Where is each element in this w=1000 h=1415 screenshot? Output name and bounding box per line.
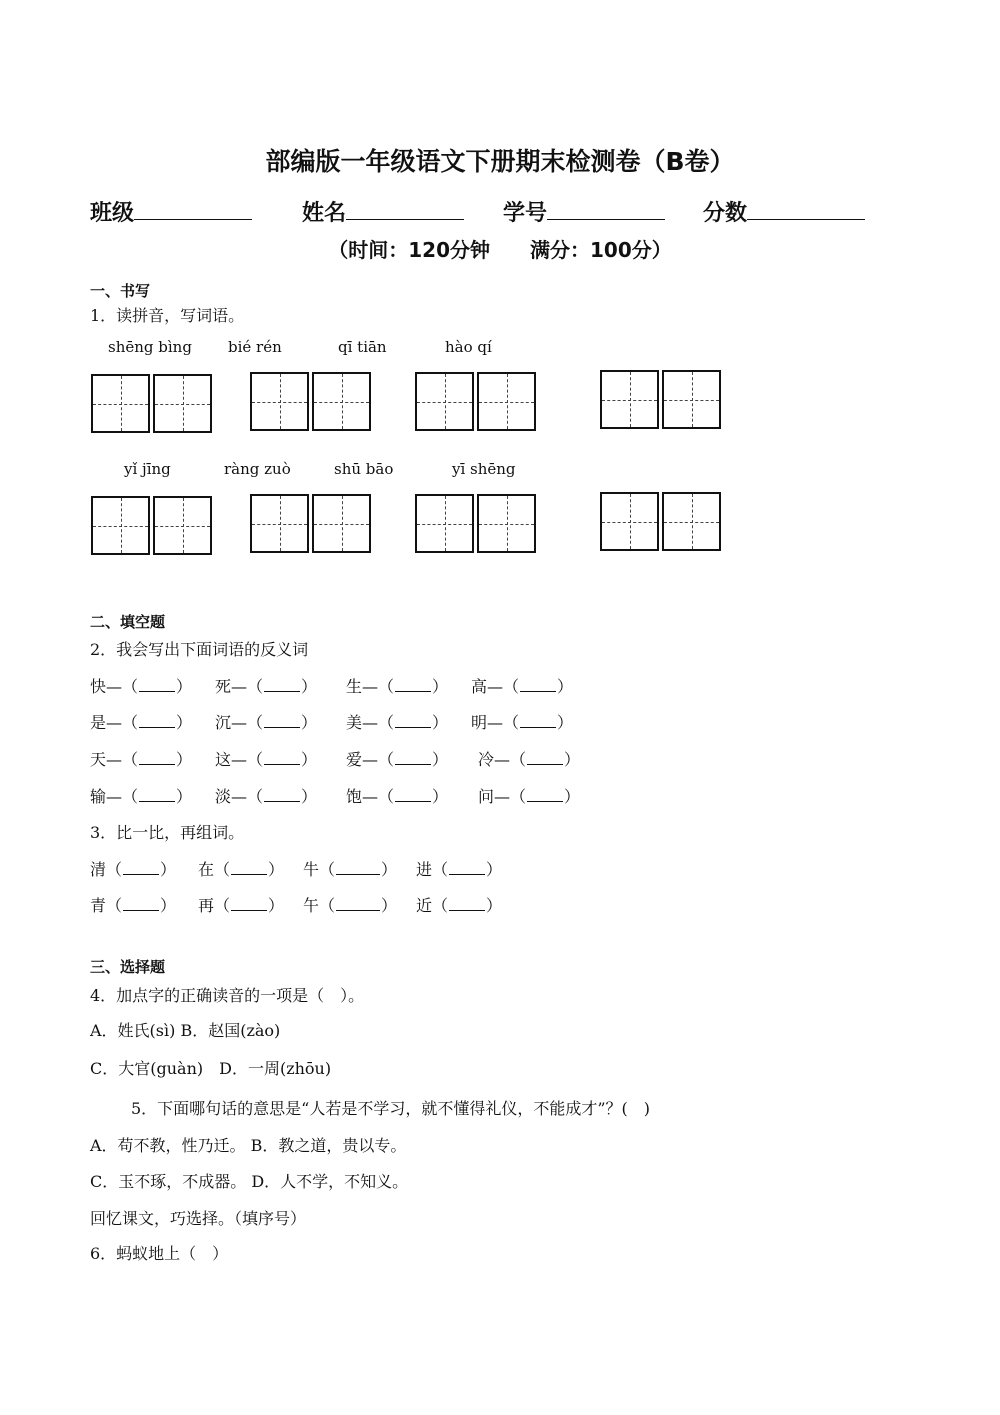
antonym-item[interactable]: 冷—（ ） <box>478 750 581 769</box>
score-blank[interactable] <box>747 199 865 220</box>
section2-heading: 二、填空题 <box>90 613 166 631</box>
writing-box[interactable] <box>153 496 212 555</box>
writing-box[interactable] <box>250 494 309 553</box>
score-label: 分数 <box>703 201 748 226</box>
writing-box[interactable] <box>662 370 721 429</box>
writing-box[interactable] <box>415 494 474 553</box>
pinyin-bieren: bié rén <box>228 338 282 356</box>
antonym-item[interactable]: 问—（ ） <box>478 787 581 806</box>
compare-item[interactable]: 午（ ） <box>303 896 398 915</box>
question-5: 5．下面哪句话的意思是“人若是不学习，就不懂得礼仪，不能成才”？( ) <box>131 1099 651 1118</box>
pinyin-qitian: qī tiān <box>338 338 387 356</box>
number-label: 学号 <box>503 201 548 226</box>
question-4: 4．加点字的正确读音的一项是（ ）。 <box>90 986 365 1005</box>
score-field[interactable] <box>703 196 865 227</box>
section3-heading: 三、选择题 <box>90 958 166 976</box>
writing-box[interactable] <box>91 374 150 433</box>
pinyin-shengbing: shēng bìng <box>108 338 192 356</box>
question-5-options-ab[interactable]: A．苟不教，性乃迁。 B．教之道，贵以专。 <box>90 1136 407 1155</box>
pinyin-haoqi: hào qí <box>445 338 492 356</box>
writing-box[interactable] <box>91 496 150 555</box>
compare-item[interactable]: 在（ ） <box>198 860 285 879</box>
question-6: 6．蚂蚁地上（ ） <box>90 1244 229 1263</box>
name-field[interactable] <box>302 196 464 227</box>
page-title: 部编版一年级语文下册期末检测卷（B卷） <box>265 147 735 176</box>
antonym-item[interactable]: 快—（ ） <box>90 677 193 696</box>
number-field[interactable] <box>503 196 665 227</box>
antonym-item[interactable]: 爱—（ ） <box>346 750 449 769</box>
pinyin-yisheng: yī shēng <box>452 460 516 478</box>
compare-item[interactable]: 近（ ） <box>416 896 503 915</box>
antonym-item[interactable]: 天—（ ） <box>90 750 193 769</box>
writing-box[interactable] <box>600 370 659 429</box>
compare-item[interactable]: 再（ ） <box>198 896 285 915</box>
question-5-options-cd[interactable]: C．玉不琢，不成器。 D．人不学，不知义。 <box>90 1172 409 1191</box>
question-1: 1．读拼音，写词语。 <box>90 306 245 325</box>
antonym-item[interactable]: 饱—（ ） <box>346 787 449 806</box>
writing-box[interactable] <box>477 494 536 553</box>
writing-box[interactable] <box>415 372 474 431</box>
question-4-options-cd[interactable]: C．大官(guàn) D．一周(zhōu) <box>90 1059 332 1078</box>
question-2: 2．我会写出下面词语的反义词 <box>90 640 309 659</box>
antonym-item[interactable]: 死—（ ） <box>215 677 318 696</box>
time-line: （时间：120分钟 满分：100分） <box>328 238 672 262</box>
class-field[interactable] <box>90 196 252 227</box>
writing-box[interactable] <box>477 372 536 431</box>
antonym-item[interactable]: 高—（ ） <box>471 677 574 696</box>
writing-box[interactable] <box>312 494 371 553</box>
antonym-item[interactable]: 输—（ ） <box>90 787 193 806</box>
writing-box[interactable] <box>662 492 721 551</box>
question-4-options-ab[interactable]: A．姓氏(sì) B．赵国(zào) <box>90 1021 281 1040</box>
compare-item[interactable]: 青（ ） <box>90 896 177 915</box>
writing-box[interactable] <box>153 374 212 433</box>
pinyin-rangzuo: ràng zuò <box>224 460 291 478</box>
antonym-item[interactable]: 淡—（ ） <box>215 787 318 806</box>
compare-item[interactable]: 进（ ） <box>416 860 503 879</box>
antonym-item[interactable]: 明—（ ） <box>471 713 574 732</box>
pinyin-shubao: shū bāo <box>334 460 394 478</box>
compare-item[interactable]: 牛（ ） <box>303 860 398 879</box>
number-blank[interactable] <box>547 199 665 220</box>
antonym-item[interactable]: 是—（ ） <box>90 713 193 732</box>
compare-item[interactable]: 清（ ） <box>90 860 177 879</box>
pinyin-yijing: yǐ jīng <box>124 460 171 478</box>
name-label: 姓名 <box>302 201 347 226</box>
writing-box[interactable] <box>600 492 659 551</box>
section1-heading: 一、书写 <box>90 282 151 300</box>
recall-instruction: 回忆课文，巧选择。（填序号） <box>90 1209 307 1228</box>
class-label: 班级 <box>90 201 135 226</box>
writing-box[interactable] <box>312 372 371 431</box>
antonym-item[interactable]: 这—（ ） <box>215 750 318 769</box>
name-blank[interactable] <box>346 199 464 220</box>
class-blank[interactable] <box>134 199 252 220</box>
antonym-item[interactable]: 生—（ ） <box>346 677 449 696</box>
writing-box[interactable] <box>250 372 309 431</box>
question-3: 3．比一比，再组词。 <box>90 823 245 842</box>
antonym-item[interactable]: 沉—（ ） <box>215 713 318 732</box>
antonym-item[interactable]: 美—（ ） <box>346 713 449 732</box>
